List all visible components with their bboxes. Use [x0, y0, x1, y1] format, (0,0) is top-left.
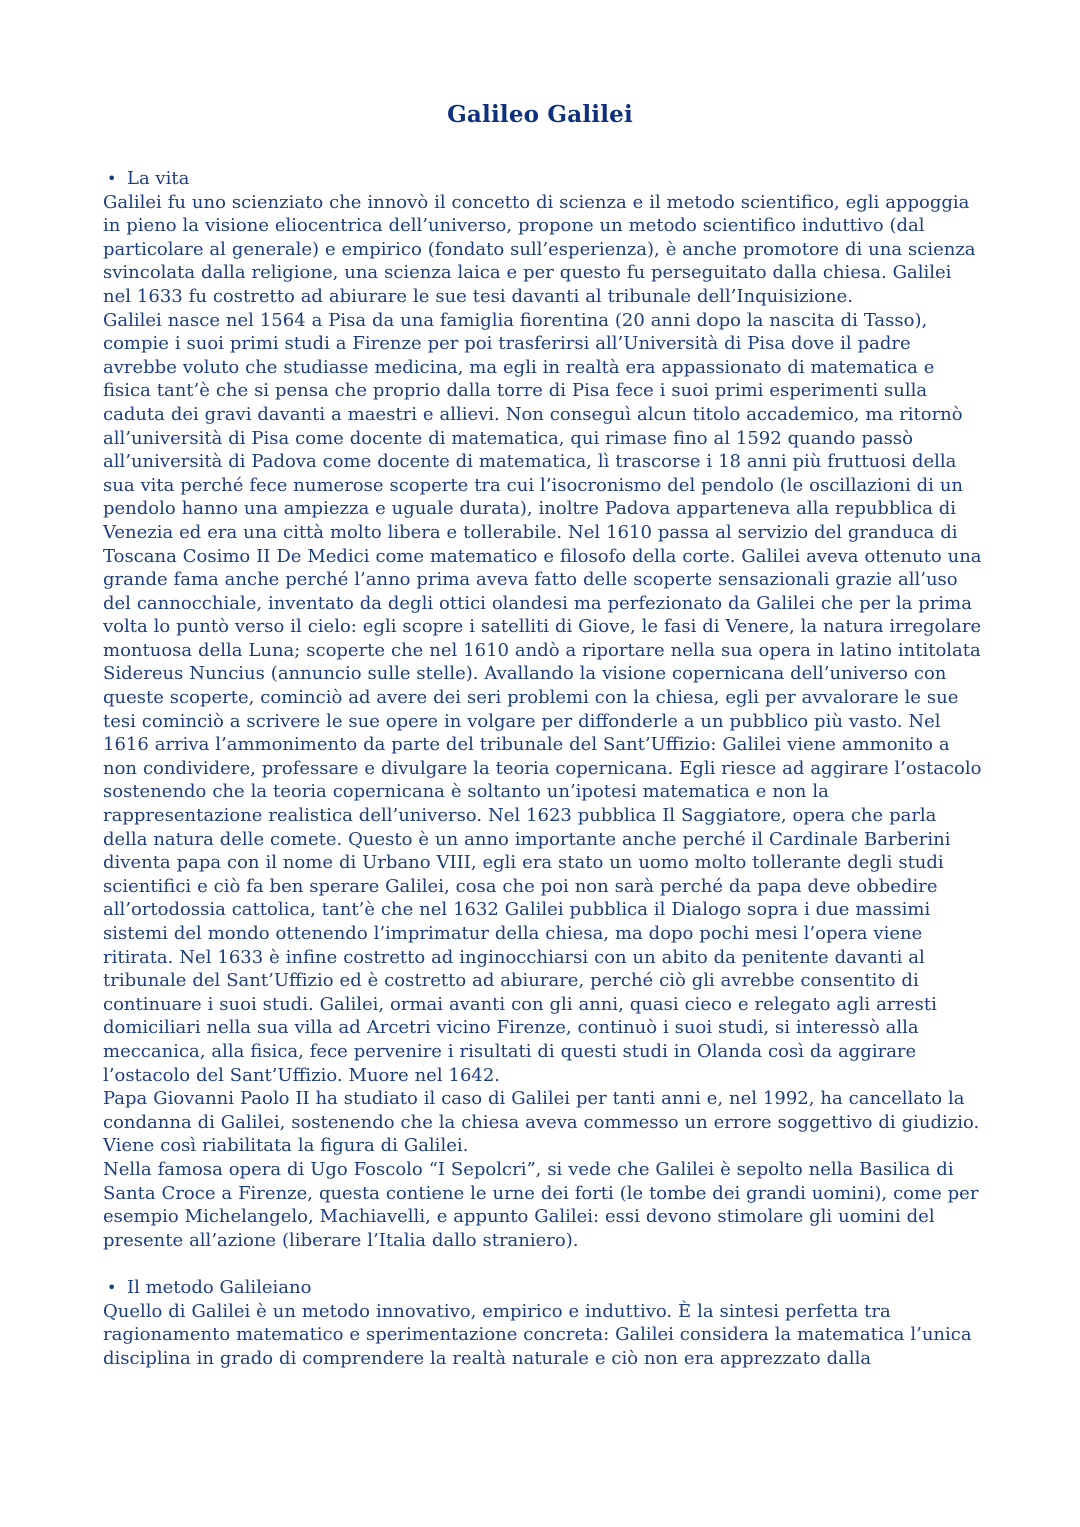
paragraph: Galilei nasce nel 1564 a Pisa da una famiglia fiorentina (20 anni dopo la nascita di Tasso), compie i suoi primi studi a Firenze per poi trasferirsi all’Università di Pisa dove il padre avrebbe voluto che studiasse medicina, ma egli in realtà era appassionato di matematica e fisica tant’è che si pensa che proprio dalla torre di Pisa fece i suoi primi esperimenti sulla caduta dei gravi davanti a maestri e allievi. Non conseguì alcun titolo accademico, ma ritornò all’università di Pisa come docente di matematica, qui rimase fino al 1592 quando passò all’università di Padova come docente di matematica, lì trascorse i 18 anni più fruttuosi della sua vita perché fece numerose scoperte tra cui l’isocronismo del pendolo (le oscillazioni di un pendolo hanno una ampiezza e uguale durata), inoltre Padova apparteneva alla repubblica di Venezia ed era una città molto libera e tollerabile. Nel 1610 passa al servizio del granduca di Toscana Cosimo II De Medici come matematico e filosofo della corte. Galilei aveva ottenuto una grande fama anche perché l’anno prima aveva fatto delle scoperte sensazionali grazie all’uso del cannocchiale, inventato da degli ottici olandesi ma perfezionato da Galilei che per la prima volta lo puntò verso il cielo: egli scopre i satelliti di Giove, le fasi di Venere, la natura irregolare montuosa della Luna; scoperte che nel 1610 andò a riportare nella sua opera in latino intitolata Sidereus Nuncius (annuncio sulle stelle). Avallando la visione copernicana dell’universo con queste scoperte, cominciò ad avere dei seri problemi con la chiesa, egli per avvalorare le sue tesi cominciò a scrivere le sue opere in volgare per diffonderle a un pubblico più vasto. Nel 1616 arriva l’ammonimento da parte del tribunale del Sant’Uffizio: Galilei viene ammonito a non condividere, professare e divulgare la teoria copernicana. Egli riesce ad aggirare l’ostacolo sostenendo che la teoria copernicana è soltanto un’ipotesi matematica e non la rappresentazione realistica dell’universo. Nel 1623 pubblica Il Saggiatore, opera che parla della natura delle comete. Questo è un anno importante anche perché il Cardinale Barberini diventa papa con il nome di Urbano VIII, egli era stato un uomo molto tollerante degli studi scientifici e ciò fa ben sperare Galilei, cosa che poi non sarà perché da papa deve obbedire all’ortodossia cattolica, tant’è che nel 1632 Galilei pubblica il Dialogo sopra i due massimi sistemi del mondo ottenendo l’imprimatur della chiesa, ma dopo pochi mesi l’opera viene ritirata. Nel 1633 è infine costretto ad inginocchiarsi con un abito da penitente davanti al tribunale del Sant’Uffizio ed è costretto ad abiurare, perché ciò gli avrebbe consentito di continuare i suoi studi. Galilei, ormai avanti con gli anni, quasi cieco e relegato agli arresti domiciliari nella sua villa ad Arcetri vicino Firenze, continuò i suoi studi, si interessò alla meccanica, alla fisica, fece pervenire i risultati di questi studi in Olanda così da aggirare l’ostacolo del Sant’Uffizio. Muore nel 1642. [103, 309, 982, 1086]
paragraph: Galilei fu uno scienziato che innovò il concetto di scienza e il metodo scientifico, egli appoggia in pieno la visione eliocentrica dell’universo, propone un metodo scientifico induttivo (dal particolare al generale) e empirico (fondato sull’esperienza), è anche promotore di una scienza svincolata dalla religione, una scienza laica e per questo fu perseguitato dalla chiesa. Galilei nel 1633 fu costretto ad abiurare le sue tesi davanti al tribunale dell’Inquisizione. [103, 191, 976, 307]
section-heading-label: Il metodo Galileiano [127, 1276, 312, 1298]
bullet-icon: • [107, 169, 117, 188]
bullet-icon: • [107, 1277, 117, 1297]
section-heading-il-metodo-galileiano [103, 1276, 983, 1300]
section-heading-la-vita [103, 167, 983, 191]
document-body [103, 167, 983, 1370]
page-title: Galileo Galilei [447, 101, 633, 128]
paragraph: Nella famosa opera di Ugo Foscolo “I Sepolcri”, si vede che Galilei è sepolto nella Basilica di Santa Croce a Firenze, questa contiene le urne dei forti (le tombe dei grandi uomini), come per esempio Michelangelo, Machiavelli, e appunto Galilei: essi devono stimolare gli uomini del presente all’azione (liberare l’Italia dallo straniero). [103, 1158, 979, 1251]
section-heading-label: La vita [127, 168, 190, 189]
paragraph: Papa Giovanni Paolo II ha studiato il caso di Galilei per tanti anni e, nel 1992, ha cancellato la condanna di Galilei, sostenendo che la chiesa aveva commesso un errore soggettivo di giudizio. Viene così riabilitata la figura di Galilei. [103, 1088, 980, 1157]
paragraph: Quello di Galilei è un metodo innovativo, empirico e induttivo. È la sintesi perfetta tra ragionamento matematico e sperimentazione concreta: Galilei considera la matematica l’unica disciplina in grado di comprendere la realtà naturale e ciò non era apprezzato dalla [103, 1300, 972, 1369]
